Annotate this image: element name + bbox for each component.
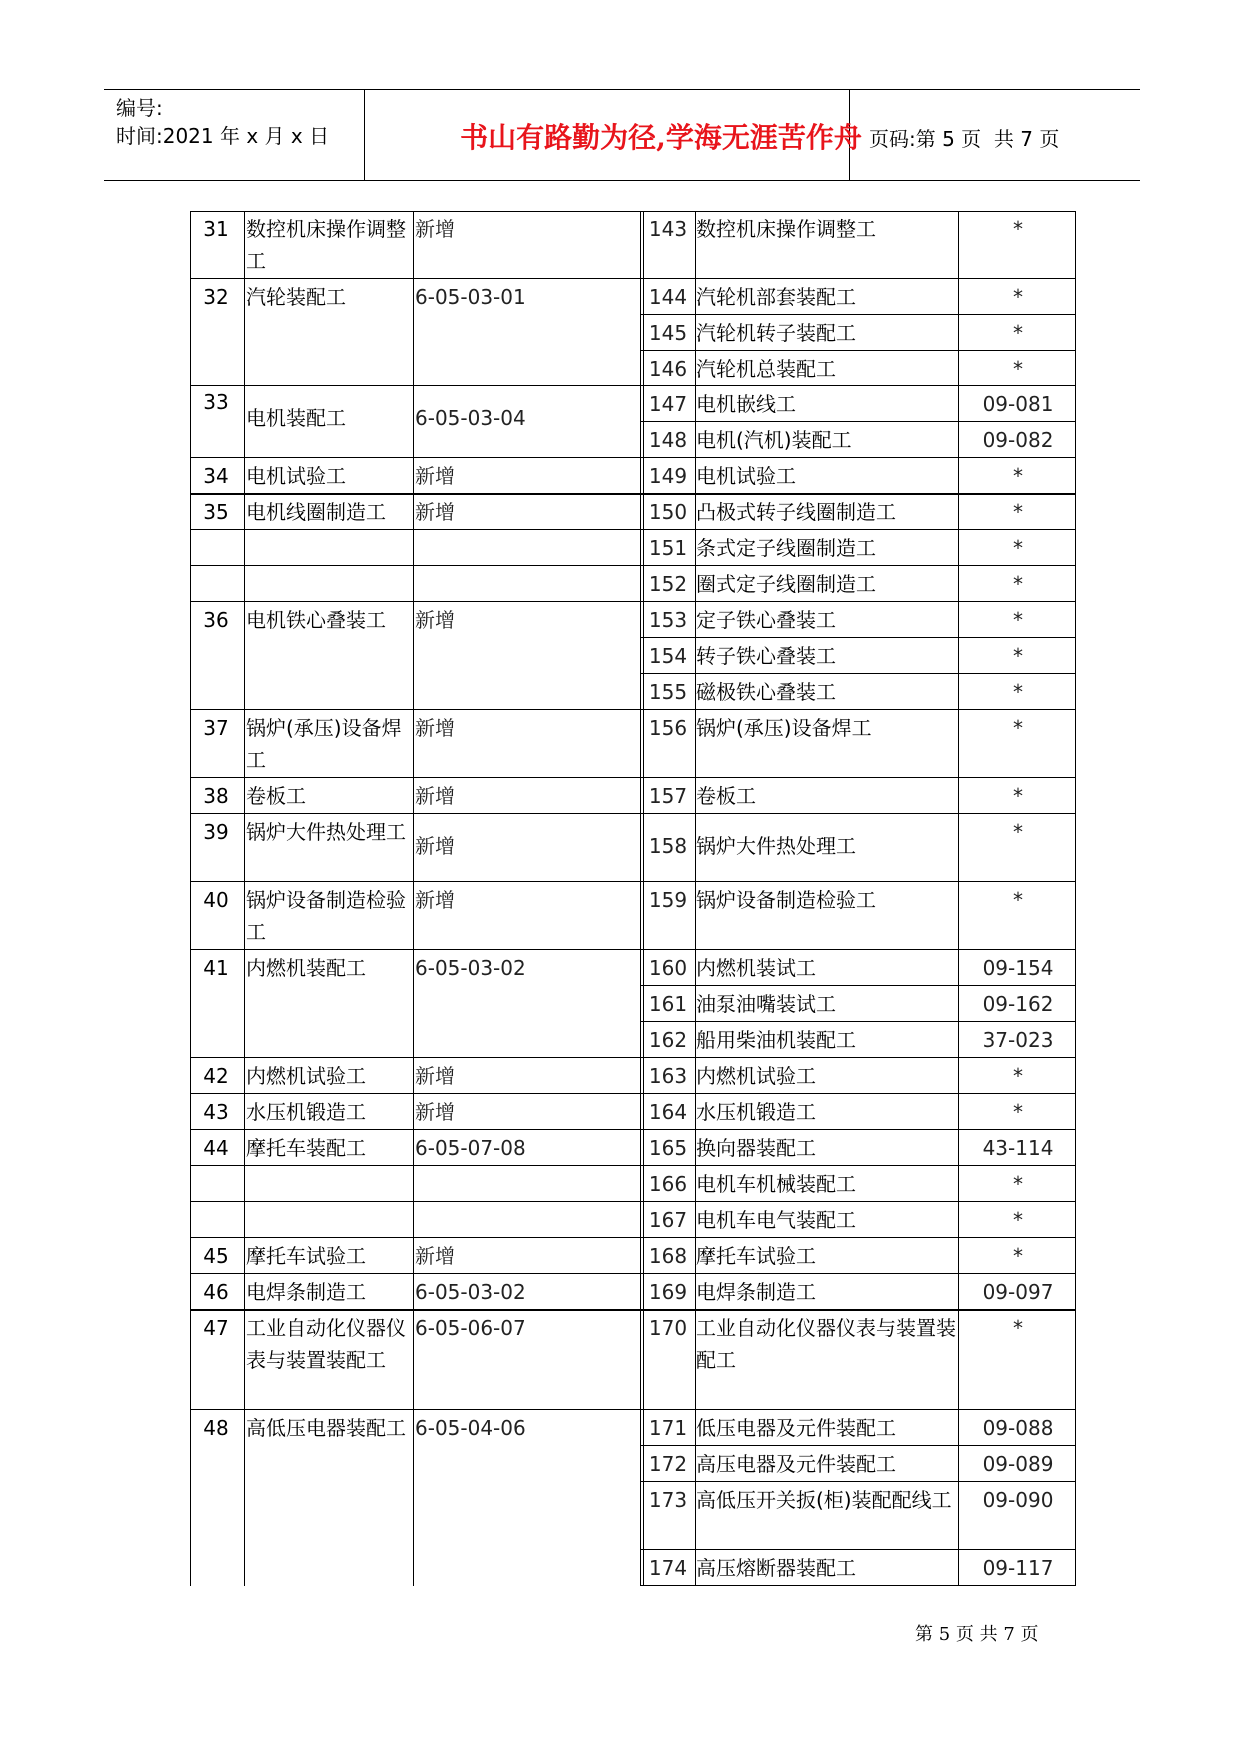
- sub-number: 155: [648, 680, 688, 704]
- sub-code: 09-117: [982, 1556, 1054, 1580]
- group-name: 摩托车装配工: [246, 1136, 366, 1160]
- sub-code: 43-114: [982, 1136, 1054, 1160]
- sub-name: 条式定子线圈制造工: [696, 536, 876, 560]
- group-code: 新增: [415, 1100, 455, 1124]
- sub-name: 锅炉设备制造检验工: [696, 888, 876, 912]
- group-number: 43: [203, 1100, 229, 1124]
- sub-code: 37-023: [982, 1028, 1054, 1052]
- sub-name: 汽轮机转子装配工: [696, 321, 856, 345]
- group-number: 39: [203, 820, 229, 844]
- sub-number: 150: [648, 500, 688, 524]
- group-name: 电机铁心叠装工: [246, 608, 386, 632]
- sub-code: *: [1013, 572, 1023, 596]
- group-number: 40: [203, 888, 229, 912]
- group-number: 38: [203, 784, 229, 808]
- sub-code: 09-081: [982, 392, 1054, 416]
- sub-name: 凸极式转子线圈制造工: [696, 500, 896, 524]
- sub-name: 电机嵌线工: [696, 392, 796, 416]
- sub-code: *: [1013, 1100, 1023, 1124]
- group-name: 锅炉(承压)设备焊工: [246, 716, 402, 772]
- sub-name: 数控机床操作调整工: [696, 217, 876, 241]
- sub-number: 165: [648, 1136, 688, 1160]
- sub-name: 电机车机械装配工: [696, 1172, 856, 1196]
- sub-number: 151: [648, 536, 688, 560]
- sub-name: 内燃机试验工: [696, 1064, 816, 1088]
- sub-number: 158: [648, 834, 688, 858]
- sub-code: *: [1013, 644, 1023, 668]
- row-divider: [190, 1165, 1076, 1166]
- group-code: 新增: [415, 608, 455, 632]
- sub-name: 电机(汽机)装配工: [696, 428, 852, 452]
- sub-number: 159: [648, 888, 688, 912]
- group-divider: [190, 1093, 1076, 1094]
- group-divider: [190, 881, 1076, 882]
- group-divider: [190, 1309, 1076, 1311]
- header-meta: [116, 94, 329, 150]
- column-line: [958, 211, 959, 1586]
- sub-code: *: [1013, 784, 1023, 808]
- row-divider: [640, 421, 1076, 422]
- sub-code: *: [1013, 1208, 1023, 1232]
- sub-number: 162: [648, 1028, 688, 1052]
- group-number: 37: [203, 716, 229, 740]
- group-divider: [190, 1057, 1076, 1058]
- sub-code: *: [1013, 500, 1023, 524]
- sub-code: *: [1013, 285, 1023, 309]
- footer-page-label: 第 5 页 共 7 页: [915, 1624, 1039, 1645]
- sub-code: 09-088: [982, 1416, 1054, 1440]
- sub-number: 170: [648, 1316, 688, 1340]
- sub-code: 09-162: [982, 992, 1054, 1016]
- group-code: 6-05-06-07: [415, 1316, 526, 1340]
- sub-code: 09-082: [982, 428, 1054, 452]
- sub-number: 157: [648, 784, 688, 808]
- sub-code: *: [1013, 888, 1023, 912]
- sub-number: 164: [648, 1100, 688, 1124]
- group-code: 新增: [415, 464, 455, 488]
- row-divider: [190, 565, 1076, 566]
- number-label: 编号:: [116, 96, 163, 120]
- group-code: 新增: [415, 1244, 455, 1268]
- sub-number: 167: [648, 1208, 688, 1232]
- group-number: 42: [203, 1064, 229, 1088]
- row-divider: [640, 1021, 1076, 1022]
- sub-name: 汽轮机部套装配工: [696, 285, 856, 309]
- group-code: 新增: [415, 1064, 455, 1088]
- sub-number: 148: [648, 428, 688, 452]
- group-divider: [190, 1273, 1076, 1274]
- row-divider: [640, 1445, 1076, 1446]
- sub-number: 154: [648, 644, 688, 668]
- group-divider: [190, 813, 1076, 814]
- time-label: 时间:2021 年 x 月 x 日: [116, 124, 330, 148]
- sub-name: 油泵油嘴装试工: [696, 992, 836, 1016]
- group-number: 35: [203, 500, 229, 524]
- group-number: 44: [203, 1136, 229, 1160]
- sub-code: *: [1013, 1064, 1023, 1088]
- sub-name: 转子铁心叠装工: [696, 644, 836, 668]
- sub-code: *: [1013, 464, 1023, 488]
- row-divider: [640, 314, 1076, 315]
- sub-number: 171: [648, 1416, 688, 1440]
- sub-number: 143: [648, 217, 688, 241]
- sub-number: 173: [648, 1488, 688, 1512]
- sub-code: 09-097: [982, 1280, 1054, 1304]
- group-name: 工业自动化仪器仪表与装置装配工: [246, 1316, 406, 1372]
- column-line: [695, 211, 696, 1586]
- sub-name: 圈式定子线圈制造工: [696, 572, 876, 596]
- sub-name: 高压熔断器装配工: [696, 1556, 856, 1580]
- group-code: 新增: [415, 217, 455, 241]
- group-code: 新增: [415, 888, 455, 912]
- column-line: [413, 211, 414, 1586]
- sub-code: *: [1013, 716, 1023, 740]
- sub-number: 169: [648, 1280, 688, 1304]
- group-number: 32: [203, 285, 229, 309]
- group-divider: [190, 777, 1076, 778]
- sub-name: 锅炉(承压)设备焊工: [696, 716, 872, 740]
- sub-name: 工业自动化仪器仪表与装置装配工: [696, 1316, 956, 1372]
- group-name: 内燃机试验工: [246, 1064, 366, 1088]
- group-name: 摩托车试验工: [246, 1244, 366, 1268]
- group-divider: [190, 493, 1076, 495]
- sub-code: 09-090: [982, 1488, 1054, 1512]
- group-divider: [190, 949, 1076, 950]
- group-name: 卷板工: [246, 784, 306, 808]
- sub-code: *: [1013, 820, 1023, 844]
- sub-number: 152: [648, 572, 688, 596]
- sub-number: 156: [648, 716, 688, 740]
- sub-code: *: [1013, 1172, 1023, 1196]
- group-divider: [190, 709, 1076, 710]
- sub-name: 换向器装配工: [696, 1136, 816, 1160]
- sub-name: 定子铁心叠装工: [696, 608, 836, 632]
- group-code: 6-05-03-04: [415, 406, 526, 430]
- sub-name: 电机试验工: [696, 464, 796, 488]
- column-line: [643, 211, 644, 1586]
- row-divider: [640, 1549, 1076, 1550]
- sub-name: 船用柴油机装配工: [696, 1028, 856, 1052]
- sub-number: 145: [648, 321, 688, 345]
- group-number: 31: [203, 217, 229, 241]
- sub-code: *: [1013, 608, 1023, 632]
- row-divider: [640, 673, 1076, 674]
- group-code: 6-05-07-08: [415, 1136, 526, 1160]
- group-code: 6-05-04-06: [415, 1416, 526, 1440]
- group-number: 45: [203, 1244, 229, 1268]
- group-name: 高低压电器装配工: [246, 1416, 406, 1440]
- group-code: 新增: [415, 834, 455, 858]
- sub-number: 153: [648, 608, 688, 632]
- group-divider: [190, 385, 1076, 386]
- sub-number: 172: [648, 1452, 688, 1476]
- sub-name: 汽轮机总装配工: [696, 357, 836, 381]
- sub-name: 内燃机装试工: [696, 956, 816, 980]
- group-name: 数控机床操作调整工: [246, 217, 406, 273]
- group-number: 47: [203, 1316, 229, 1340]
- row-divider: [640, 1481, 1076, 1482]
- header-divider: [364, 90, 365, 180]
- sub-code: *: [1013, 321, 1023, 345]
- group-name: 电机装配工: [246, 406, 346, 430]
- sub-number: 147: [648, 392, 688, 416]
- sub-code: *: [1013, 536, 1023, 560]
- group-divider: [190, 278, 1076, 279]
- group-code: 6-05-03-02: [415, 1280, 526, 1304]
- group-code: 新增: [415, 784, 455, 808]
- page-header: [104, 89, 1140, 181]
- row-divider: [190, 1201, 1076, 1202]
- sub-name: 低压电器及元件装配工: [696, 1416, 896, 1440]
- sub-number: 163: [648, 1064, 688, 1088]
- group-code: 6-05-03-02: [415, 956, 526, 980]
- sub-number: 174: [648, 1556, 688, 1580]
- sub-code: 09-089: [982, 1452, 1054, 1476]
- group-number: 48: [203, 1416, 229, 1440]
- sub-code: *: [1013, 680, 1023, 704]
- sub-number: 149: [648, 464, 688, 488]
- motto: 书山有路勤为径,学海无涯苦作舟: [460, 121, 862, 154]
- group-name: 电机试验工: [246, 464, 346, 488]
- header-page-label: 页码:第 5 页 共 7 页: [869, 127, 1060, 151]
- group-number: 41: [203, 956, 229, 980]
- row-divider: [190, 529, 1076, 530]
- group-number: 36: [203, 608, 229, 632]
- group-divider: [190, 1129, 1076, 1130]
- column-line: [1075, 211, 1076, 1586]
- sub-code: 09-154: [982, 956, 1054, 980]
- group-number: 34: [203, 464, 229, 488]
- sub-number: 160: [648, 956, 688, 980]
- sub-number: 168: [648, 1244, 688, 1268]
- sub-name: 水压机锻造工: [696, 1100, 816, 1124]
- group-name: 电机线圈制造工: [246, 500, 386, 524]
- sub-number: 144: [648, 285, 688, 309]
- group-divider: [190, 601, 1076, 602]
- column-line: [190, 211, 191, 1586]
- table-bottom-border: [640, 1585, 1076, 1586]
- sub-name: 卷板工: [696, 784, 756, 808]
- sub-number: 146: [648, 357, 688, 381]
- group-name: 汽轮装配工: [246, 285, 346, 309]
- sub-name: 电焊条制造工: [696, 1280, 816, 1304]
- occupation-table: [190, 211, 1076, 1584]
- column-line: [640, 211, 641, 1586]
- group-code: 新增: [415, 716, 455, 740]
- group-code: 新增: [415, 500, 455, 524]
- group-divider: [190, 1237, 1076, 1238]
- table-top-border: [190, 211, 1076, 212]
- sub-name: 电机车电气装配工: [696, 1208, 856, 1232]
- sub-name: 高压电器及元件装配工: [696, 1452, 896, 1476]
- row-divider: [640, 350, 1076, 351]
- group-code: 6-05-03-01: [415, 285, 526, 309]
- sub-name: 锅炉大件热处理工: [696, 834, 856, 858]
- sub-code: *: [1013, 1244, 1023, 1268]
- group-number: 33: [203, 390, 229, 414]
- sub-name: 摩托车试验工: [696, 1244, 816, 1268]
- group-divider: [190, 1409, 1076, 1410]
- column-line: [244, 211, 245, 1586]
- group-divider: [190, 457, 1076, 458]
- sub-code: *: [1013, 217, 1023, 241]
- group-name: 锅炉大件热处理工: [246, 820, 406, 844]
- group-name: 内燃机装配工: [246, 956, 366, 980]
- sub-number: 166: [648, 1172, 688, 1196]
- sub-name: 磁极铁心叠装工: [696, 680, 836, 704]
- group-name: 锅炉设备制造检验工: [246, 888, 406, 944]
- row-divider: [640, 637, 1076, 638]
- sub-name: 高低压开关扳(柜)装配配线工: [696, 1488, 952, 1512]
- group-number: 46: [203, 1280, 229, 1304]
- row-divider: [640, 985, 1076, 986]
- group-name: 水压机锻造工: [246, 1100, 366, 1124]
- sub-number: 161: [648, 992, 688, 1016]
- sub-code: *: [1013, 1316, 1023, 1340]
- group-name: 电焊条制造工: [246, 1280, 366, 1304]
- sub-code: *: [1013, 357, 1023, 381]
